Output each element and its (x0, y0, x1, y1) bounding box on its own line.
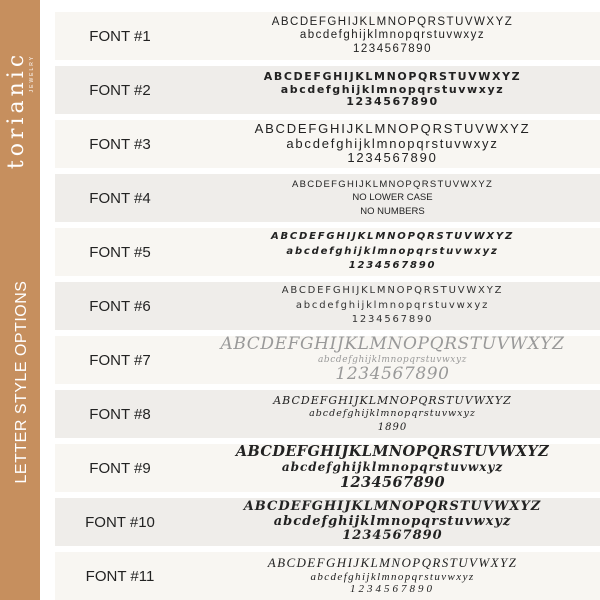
font-label: FONT #7 (89, 351, 151, 369)
font-label: FONT #5 (89, 243, 151, 261)
sample-numbers: 1234567890 (335, 364, 450, 385)
font-label: FONT #4 (89, 189, 151, 207)
sample-uppercase: ABCDEFGHIJKLMNOPQRSTUVWXYZ (243, 499, 542, 514)
font-label: FONT #8 (89, 405, 151, 423)
font-sample (185, 556, 600, 596)
font-label: FONT #1 (89, 27, 151, 45)
sample-numbers: 1234567890 (347, 150, 438, 166)
font-label: FONT #3 (89, 135, 151, 153)
sample-uppercase: ABCDEFGHIJKLMNOPQRSTUVWXYZ (235, 444, 550, 461)
font-row-6 (55, 282, 600, 330)
font-row-10 (55, 498, 600, 546)
sample-lowercase: abcdefghijklmnopqrstuvwxyz (310, 570, 475, 583)
sample-lowercase: abcdefghijklmnopqrstuvwxyz (299, 29, 486, 42)
font-sample (185, 230, 600, 274)
font-row-11 (55, 552, 600, 600)
brand-name: torianic (4, 50, 29, 170)
font-label: FONT #9 (89, 459, 151, 477)
font-row-7 (55, 336, 600, 384)
font-sample (185, 16, 600, 56)
sample-note-lowercase: NO LOWER CASE (352, 192, 433, 204)
font-sample (185, 284, 600, 328)
sample-numbers: 1234567890 (351, 314, 434, 326)
sample-uppercase: ABCDEFGHIJKLMNOPQRSTUVWXYZ (220, 335, 565, 355)
font-sample (185, 71, 600, 109)
sample-lowercase: abcdefghijklmnopqrstuvwxyz (309, 408, 476, 420)
font-sample (185, 444, 600, 491)
sample-uppercase: ABCDEFGHIJKLMNOPQRSTUVWXYZ (273, 394, 512, 408)
font-label: FONT #6 (89, 297, 151, 315)
font-row-4 (55, 174, 600, 222)
sample-numbers: 1234567890 (342, 528, 443, 544)
page-title: LETTER STYLE OPTIONS (13, 280, 30, 484)
sample-uppercase: ABCDEFGHIJKLMNOPQRSTUVWXYZ (281, 285, 504, 297)
sample-uppercase: ABCDEFGHIJKLMNOPQRSTUVWXYZ (291, 179, 494, 191)
sample-uppercase: ABCDEFGHIJKLMNOPQRSTUVWXYZ (263, 71, 522, 84)
sample-uppercase: ABCDEFGHIJKLMNOPQRSTUVWXYZ (271, 16, 514, 29)
font-row-2 (55, 66, 600, 114)
font-label: FONT #11 (85, 567, 155, 585)
font-label: FONT #2 (89, 81, 151, 99)
sample-lowercase: abcdefghijklmnopqrstuvwxyz (281, 460, 504, 475)
sample-lowercase: abcdefghijklmnopqrstuvwxyz (286, 135, 499, 151)
sample-uppercase: ABCDEFGHIJKLMNOPQRSTUVWXYZ (254, 121, 531, 136)
sample-note-numbers: NO NUMBERS (360, 205, 425, 217)
sidebar (0, 0, 40, 600)
font-row-1 (55, 12, 600, 60)
sample-lowercase: abcdefghijklmnopqrstuvwxyz (295, 299, 490, 311)
sample-lowercase: abcdefghijklmnopqrstuvwxyz (286, 245, 499, 257)
sample-lowercase: abcdefghijklmnopqrstuvwxyz (273, 513, 512, 529)
sample-numbers: 1234567890 (340, 473, 445, 491)
sample-numbers: 1234567890 (350, 583, 435, 596)
sample-numbers: 1234567890 (346, 95, 439, 109)
font-list (55, 12, 600, 600)
sample-uppercase: ABCDEFGHIJKLMNOPQRSTUVWXYZ (270, 231, 515, 243)
font-label: FONT #10 (85, 513, 155, 531)
sample-uppercase: ABCDEFGHIJKLMNOPQRSTUVWXYZ (267, 555, 518, 570)
font-sample (185, 394, 600, 434)
sample-lowercase: abcdefghijklmnopqrstuvwxyz (317, 354, 468, 365)
sample-numbers: 1234567890 (348, 260, 437, 272)
font-sample (185, 500, 600, 545)
brand-subtitle: JEWELRY (29, 54, 35, 93)
font-row-3 (55, 120, 600, 168)
brand-logo (5, 51, 35, 169)
sample-numbers: 1890 (377, 421, 408, 433)
font-row-5 (55, 228, 600, 276)
font-row-9 (55, 444, 600, 492)
font-row-8 (55, 390, 600, 438)
font-sample (185, 178, 600, 218)
font-sample (185, 335, 600, 384)
sample-numbers: 1234567890 (353, 42, 432, 55)
font-sample (185, 122, 600, 167)
sample-lowercase: abcdefghijklmnopqrstuvwxyz (280, 82, 505, 96)
